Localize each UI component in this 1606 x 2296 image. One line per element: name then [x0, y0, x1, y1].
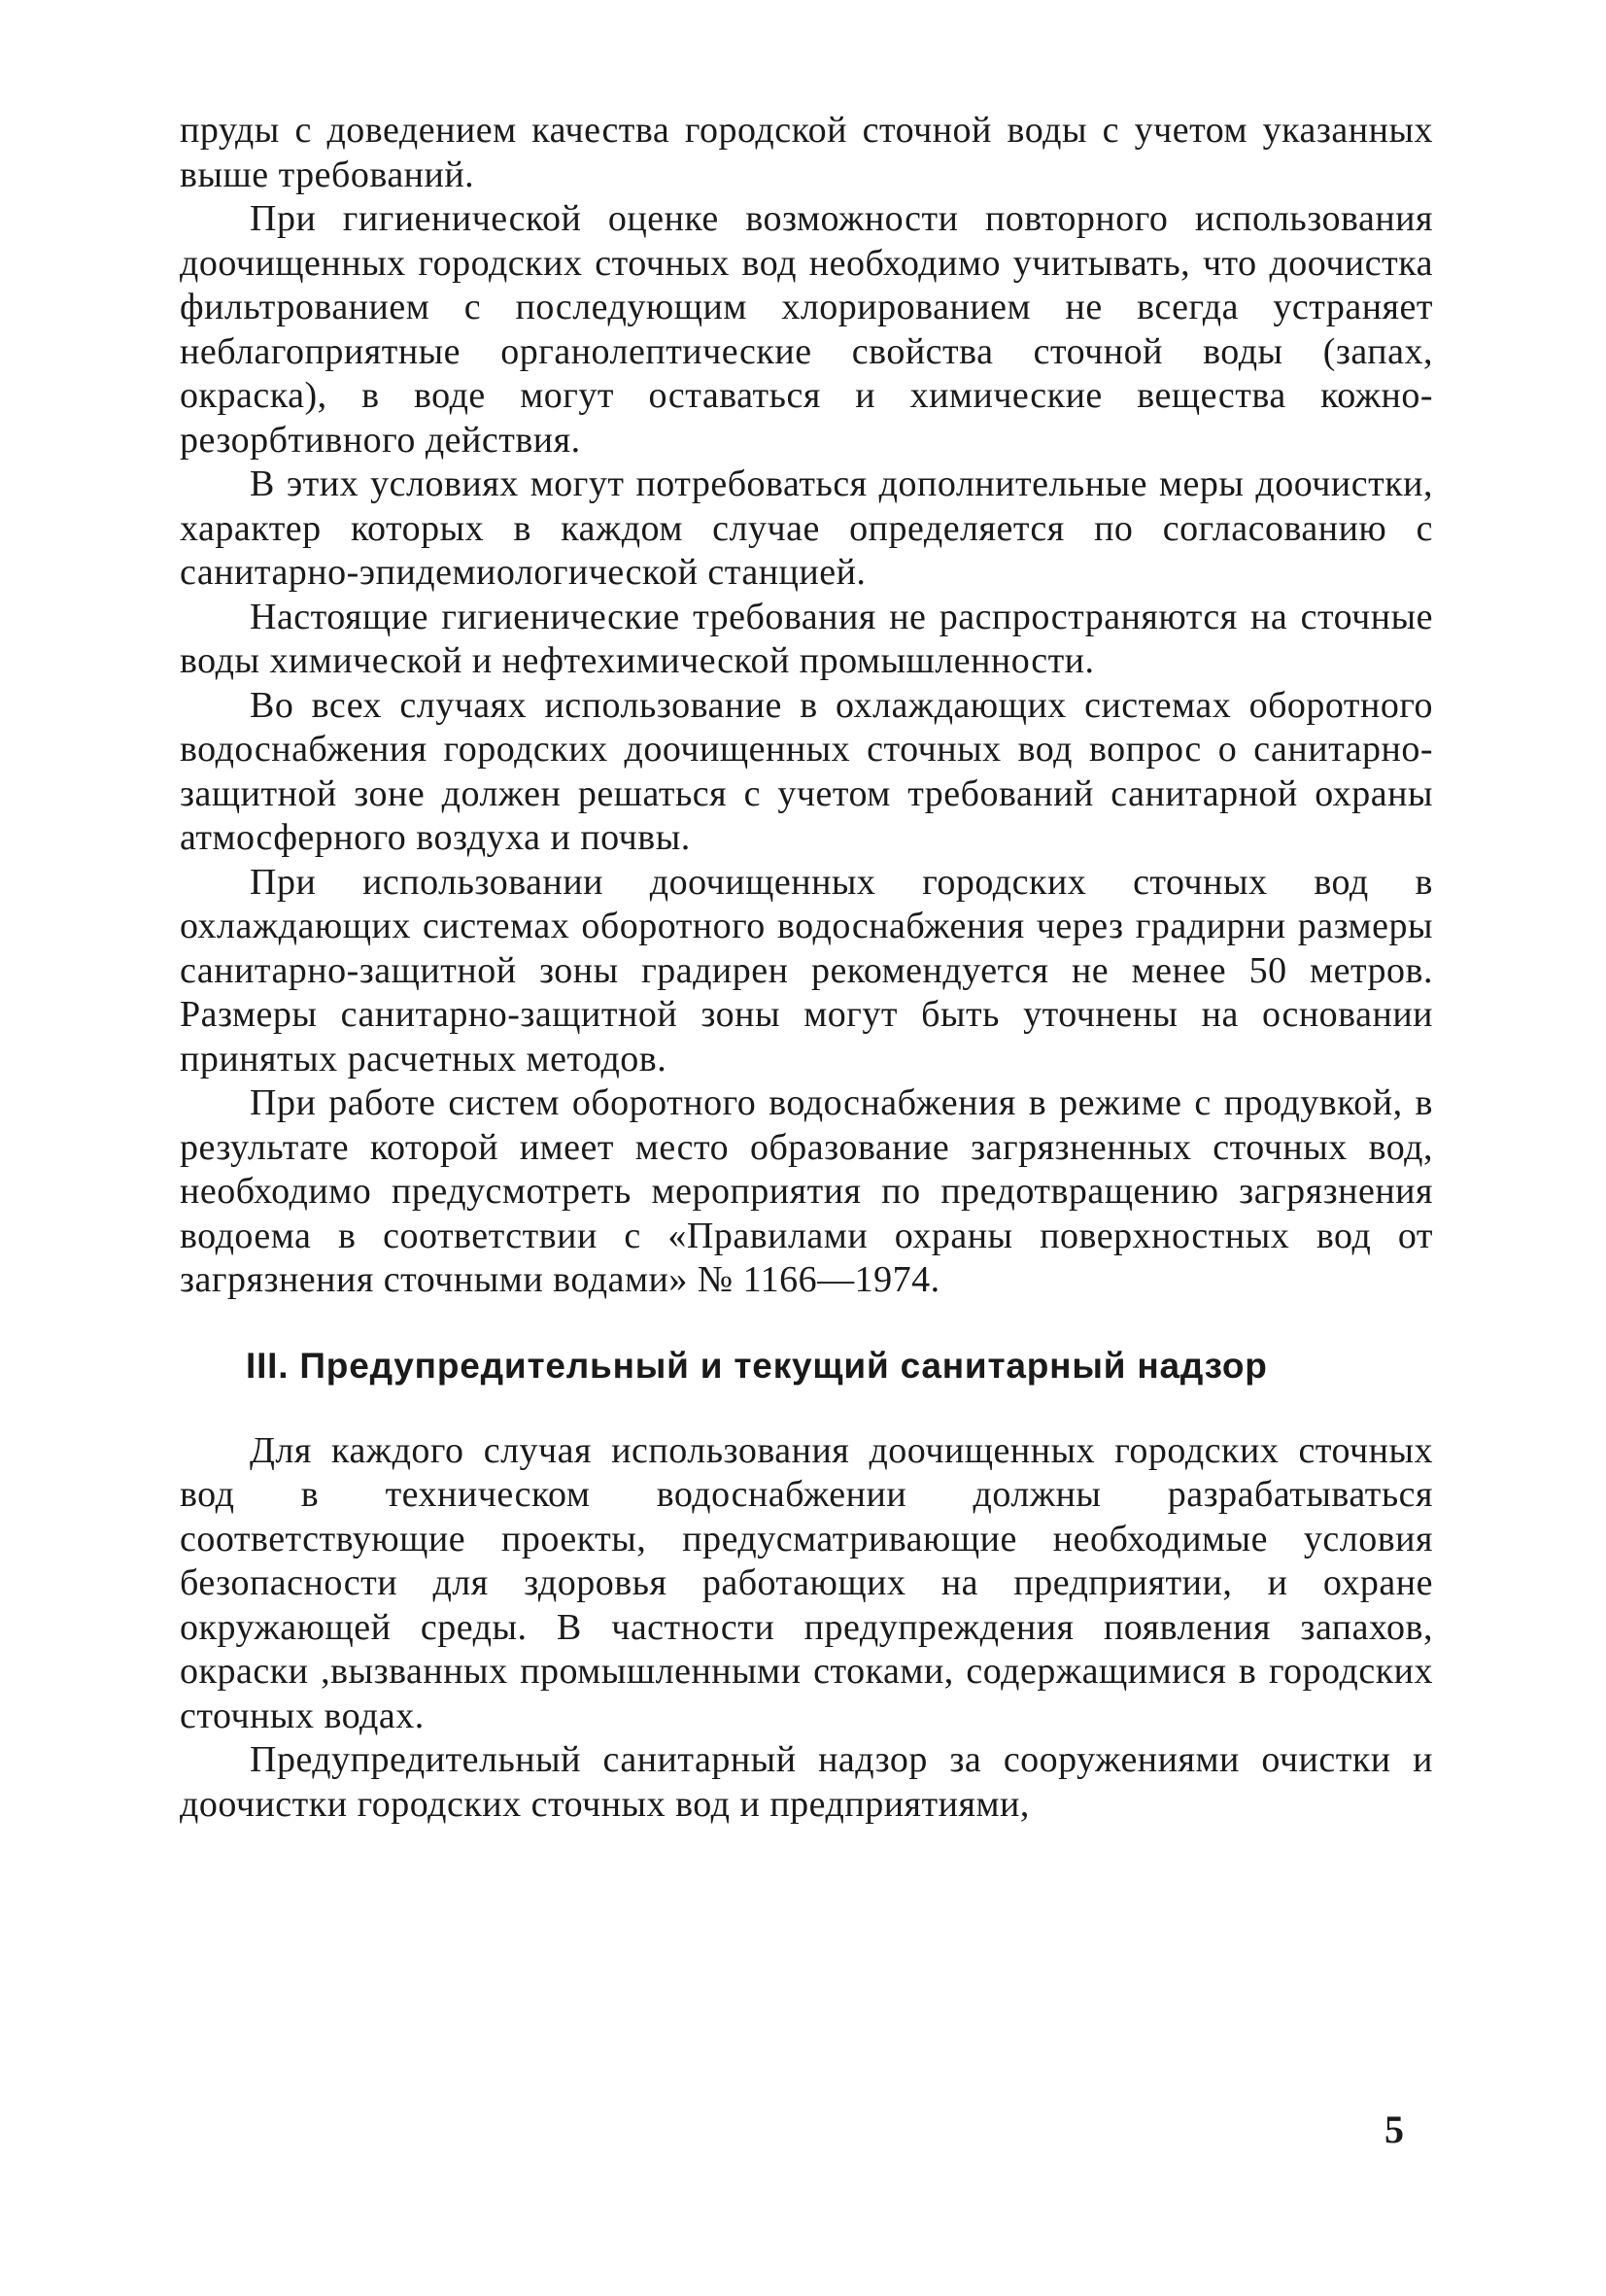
paragraph: При гигиенической оценке возможности повторного использования доочищенных городских сточных вод необходимо учитывать, что доочистка фильтрованием с последующим хлорированием не всегда устраняет неблагоприятные органолептические свойства сточной воды (запах, окраска), в воде могут оставаться и химические вещества кожно-резорбтивного действия. [180, 198, 1433, 461]
text-block-before-heading [180, 109, 1433, 1303]
text-block-after-heading [180, 1429, 1433, 1828]
paragraph: Для каждого случая использования доочищенных городских сточных вод в техническом водоснабжении должны разрабатываться соответствующие проекты, предусматривающие необходимые условия безопасности для здоровья работающих на предприятии, и охране окружающей среды. В частности предупреждения появления запахов, окраски ,вызванных промышленными стоками, содержащимися в городских сточных водах. [180, 1429, 1433, 1736]
page-number: 5 [1384, 2108, 1404, 2151]
paragraph: Настоящие гигиенические требования не распространяются на сточные воды химической и нефтехимической промышленности. [180, 596, 1433, 681]
paragraph: При работе систем оборотного водоснабжения в режиме с продувкой, в результате которой имеет место образование загрязненных сточных вод, необходимо предусмотреть мероприятия по предотвращению загрязнения водоема в соответствии с «Правилами охраны поверхностных вод от загрязнения сточными водами» № 1166—1974. [180, 1082, 1433, 1300]
paragraph: При использовании доочищенных городских сточных вод в охлаждающих системах оборотного водоснабжения через градирни размеры санитарно-защитной зоны градирен рекомендуется не менее 50 метров. Размеры санитарно-защитной зоны могут быть уточнены на основании принятых расчетных методов. [180, 861, 1433, 1079]
page-body [180, 109, 1433, 1827]
paragraph: В этих условиях могут потребоваться дополнительные меры доочистки, характер которых в каждом случае определяется по согласованию с санитарно-эпидемиологической станцией. [180, 463, 1433, 593]
section-heading: III. Предупредительный и текущий санитарный надзор [246, 1345, 1268, 1386]
paragraph: пруды с доведением качества городской сточной воды с учетом указанных выше требований. [180, 110, 1433, 195]
paragraph: Предупредительный санитарный надзор за сооружениями очистки и доочистки городских сточных вод и предприятиями, [180, 1739, 1433, 1825]
paragraph: Во всех случаях использование в охлаждающих системах оборотного водоснабжения городских доочищенных сточных вод вопрос о санитарно-защитной зоне должен решаться с учетом требований санитарной охраны атмосферного воздуха и почвы. [180, 684, 1433, 858]
